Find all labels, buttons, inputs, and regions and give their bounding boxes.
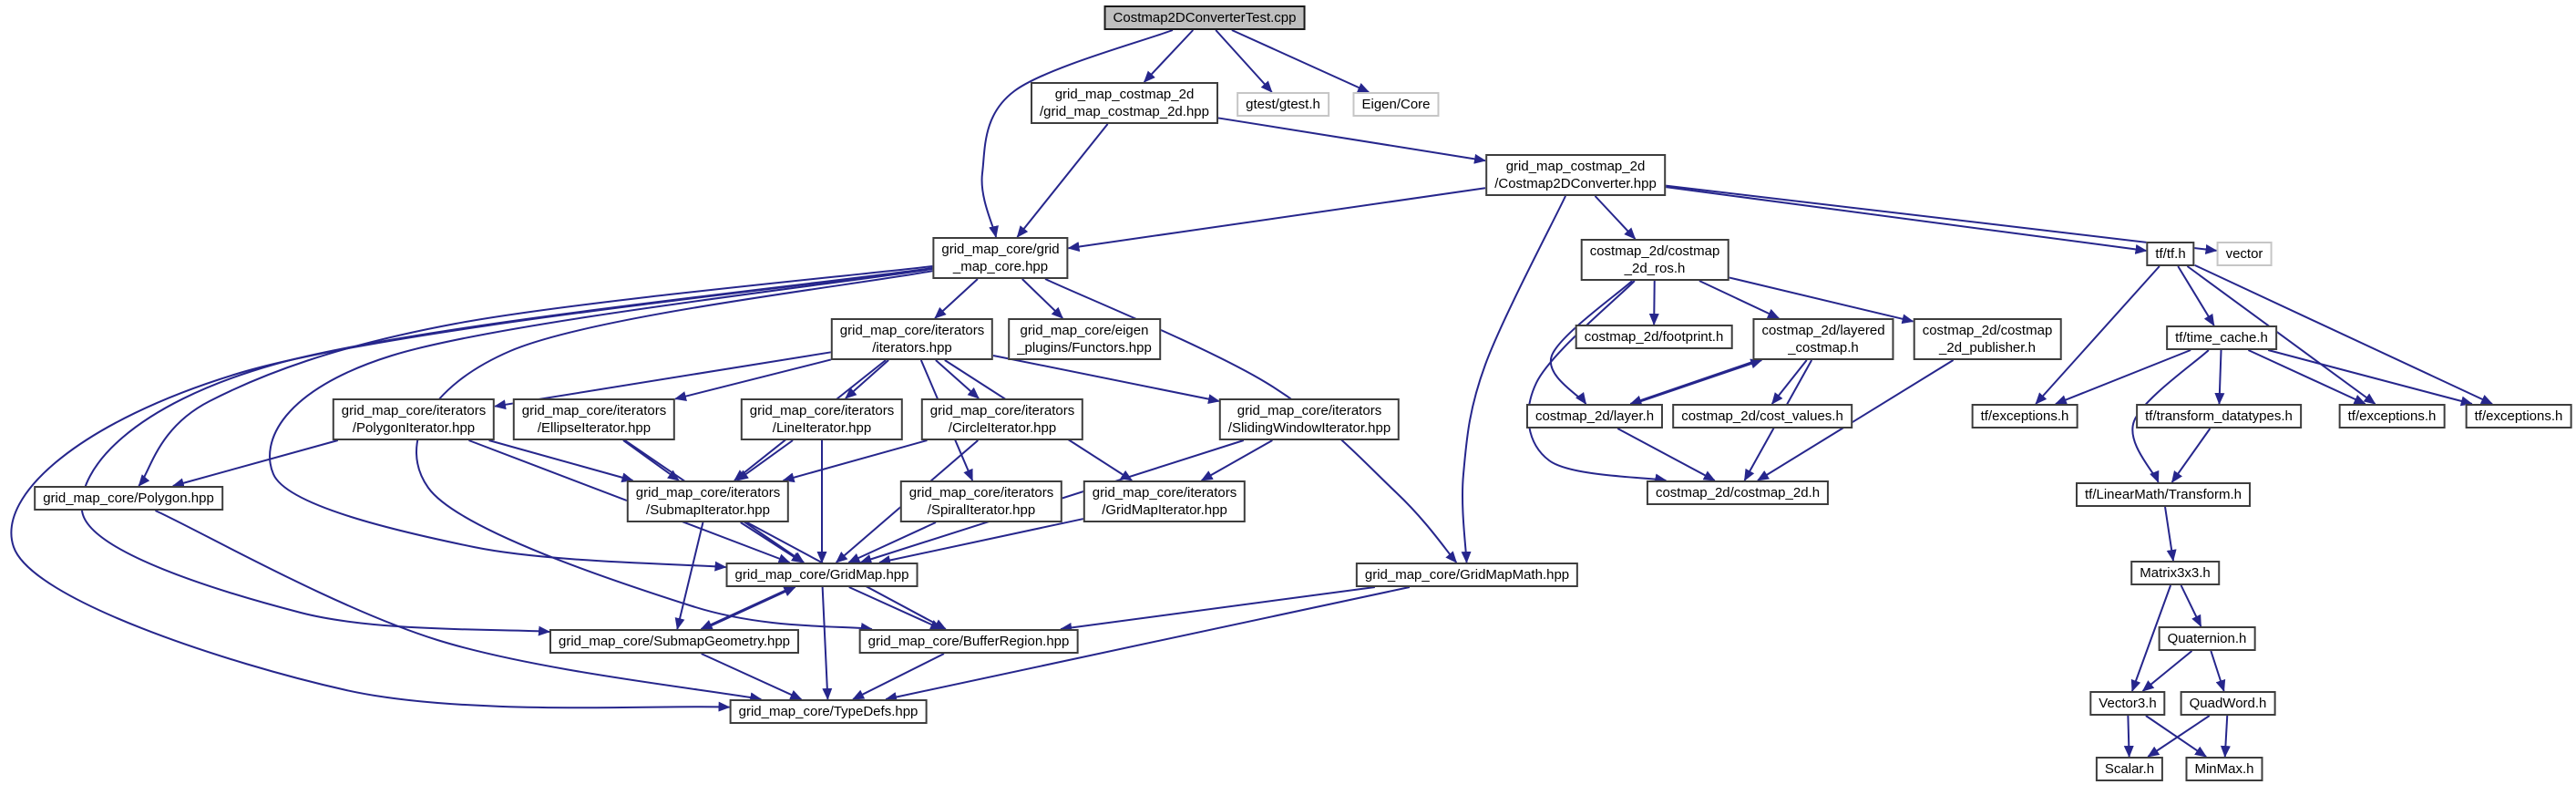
node-label: costmap_2d/costmap_2d.h	[1655, 485, 1821, 501]
node-label: tf/exceptions.h	[2347, 408, 2437, 424]
node-label: grid_map_core/iterators	[1237, 403, 1382, 418]
node-label: grid_map_costmap_2d	[1054, 87, 1195, 102]
node-label: grid_map_core/iterators	[521, 403, 667, 418]
node-label: tf/time_cache.h	[2175, 330, 2268, 346]
node-label: /Costmap2DConverter.hpp	[1494, 176, 1657, 191]
node-label: _map_core.hpp	[952, 259, 1049, 274]
node-scalar[interactable]	[2096, 757, 2163, 781]
node-quaternion[interactable]	[2159, 626, 2256, 651]
node-label: QuadWord.h	[2189, 696, 2267, 711]
node-typedefs[interactable]	[730, 699, 928, 724]
node-label: tf/tf.h	[2155, 246, 2186, 262]
node-label: /SlidingWindowIterator.hpp	[1227, 420, 1391, 436]
node-vector3[interactable]	[2089, 691, 2165, 716]
node-circle-iter[interactable]	[921, 398, 1083, 440]
node-label: grid_map_core/iterators	[1092, 485, 1237, 501]
node-label: costmap_2d/costmap	[1922, 323, 2053, 338]
node-label: tf/exceptions.h	[1980, 408, 2069, 424]
node-label: grid_map_costmap_2d	[1505, 159, 1646, 174]
node-label: grid_map_core/iterators	[839, 323, 985, 338]
node-label: grid_map_core/TypeDefs.hpp	[738, 704, 919, 719]
node-label: costmap_2d/costmap	[1589, 243, 1720, 259]
node-footprint[interactable]	[1575, 325, 1733, 349]
node-label: costmap_2d/cost_values.h	[1681, 408, 1843, 424]
node-label: /EllipseIterator.hpp	[537, 420, 652, 436]
node-transform-dt[interactable]	[2136, 404, 2302, 428]
node-label: grid_map_core/GridMapMath.hpp	[1364, 567, 1570, 583]
node-gtest[interactable]	[1237, 92, 1329, 117]
node-label: Quaternion.h	[2167, 631, 2247, 646]
node-label: /CircleIterator.hpp	[948, 420, 1057, 436]
node-label: tf/exceptions.h	[2474, 408, 2563, 424]
node-label: costmap_2d/layered	[1761, 323, 1885, 338]
node-label: /LineIterator.hpp	[772, 420, 872, 436]
node-label: /SpiralIterator.hpp	[927, 502, 1036, 518]
node-layered[interactable]	[1752, 318, 1894, 360]
node-core-hpp[interactable]	[932, 237, 1068, 279]
node-label: Eigen/Core	[1361, 97, 1431, 112]
node-iterators-hpp[interactable]	[831, 318, 993, 360]
node-label: vector	[2225, 246, 2263, 262]
node-label: Matrix3x3.h	[2140, 565, 2211, 581]
node-publisher[interactable]	[1914, 318, 2062, 360]
node-label: _2d_ros.h	[1624, 261, 1686, 276]
node-label: tf/LinearMath/Transform.h	[2084, 487, 2242, 502]
node-label: Scalar.h	[2104, 761, 2155, 777]
node-tf-h[interactable]	[2146, 242, 2194, 266]
node-eigen[interactable]	[1352, 92, 1439, 117]
node-vector[interactable]	[2217, 242, 2273, 266]
node-transform-h[interactable]	[2076, 482, 2251, 507]
node-label: _plugins/Functors.hpp	[1017, 340, 1152, 356]
node-label: Vector3.h	[2099, 696, 2157, 711]
node-submap-iter[interactable]	[627, 480, 789, 522]
node-converter[interactable]	[1485, 154, 1666, 196]
node-gridmap-hpp[interactable]	[726, 563, 919, 587]
node-sliding-iter[interactable]	[1219, 398, 1400, 440]
node-label: /GridMapIterator.hpp	[1102, 502, 1227, 518]
node-label: /iterators.hpp	[872, 340, 952, 356]
node-label: grid_map_core/iterators	[341, 403, 487, 418]
node-label: grid_map_core/BufferRegion.hpp	[867, 634, 1070, 649]
node-submap-geom[interactable]	[549, 629, 799, 654]
node-label: grid_map_core/iterators	[635, 485, 781, 501]
node-line-iter[interactable]	[741, 398, 903, 440]
node-buffer-region[interactable]	[859, 629, 1079, 654]
node-gridmapmath[interactable]	[1356, 563, 1578, 587]
node-spiral-iter[interactable]	[900, 480, 1062, 522]
node-label: /SubmapIterator.hpp	[646, 502, 770, 518]
node-label: grid_map_core/iterators	[929, 403, 1075, 418]
node-exceptions3[interactable]	[2466, 404, 2572, 428]
node-test-cpp	[1104, 5, 1306, 30]
node-time-cache[interactable]	[2166, 325, 2277, 350]
node-label: /PolygonIterator.hpp	[352, 420, 476, 436]
node-label: _2d_publisher.h	[1939, 340, 2036, 356]
node-gm-costmap[interactable]	[1031, 82, 1218, 124]
node-label: grid_map_core/Polygon.hpp	[43, 490, 214, 506]
node-gridmap-iter[interactable]	[1083, 480, 1246, 522]
node-label: grid_map_core/eigen	[1020, 323, 1149, 338]
node-layer[interactable]	[1526, 404, 1663, 428]
node-exceptions1[interactable]	[1972, 404, 2078, 428]
node-label: grid_map_core/iterators	[749, 403, 895, 418]
node-costmap2d-h[interactable]	[1647, 480, 1829, 505]
node-label: MinMax.h	[2194, 761, 2254, 777]
node-label: Costmap2DConverterTest.cpp	[1113, 10, 1297, 26]
node-minmax[interactable]	[2185, 757, 2263, 781]
node-functors[interactable]	[1008, 318, 1161, 360]
node-matrix[interactable]	[2130, 561, 2220, 585]
node-exceptions2[interactable]	[2339, 404, 2446, 428]
node-poly-iter[interactable]	[333, 398, 495, 440]
node-label: gtest/gtest.h	[1246, 97, 1320, 112]
node-label: tf/transform_datatypes.h	[2145, 408, 2293, 424]
node-polygon-hpp[interactable]	[34, 486, 223, 511]
node-label: grid_map_core/SubmapGeometry.hpp	[558, 634, 791, 649]
node-label: _costmap.h	[1788, 340, 1859, 356]
node-ros-h[interactable]	[1581, 239, 1729, 281]
node-cost-values[interactable]	[1672, 404, 1852, 428]
node-label: costmap_2d/layer.h	[1534, 408, 1655, 424]
node-label: /grid_map_costmap_2d.hpp	[1040, 104, 1209, 119]
node-label: grid_map_core/GridMap.hpp	[734, 567, 909, 583]
node-quadword[interactable]	[2181, 691, 2276, 716]
node-label: grid_map_core/grid	[941, 242, 1060, 257]
node-label: costmap_2d/footprint.h	[1584, 329, 1724, 345]
node-label: grid_map_core/iterators	[908, 485, 1054, 501]
node-ellipse-iter[interactable]	[513, 398, 675, 440]
